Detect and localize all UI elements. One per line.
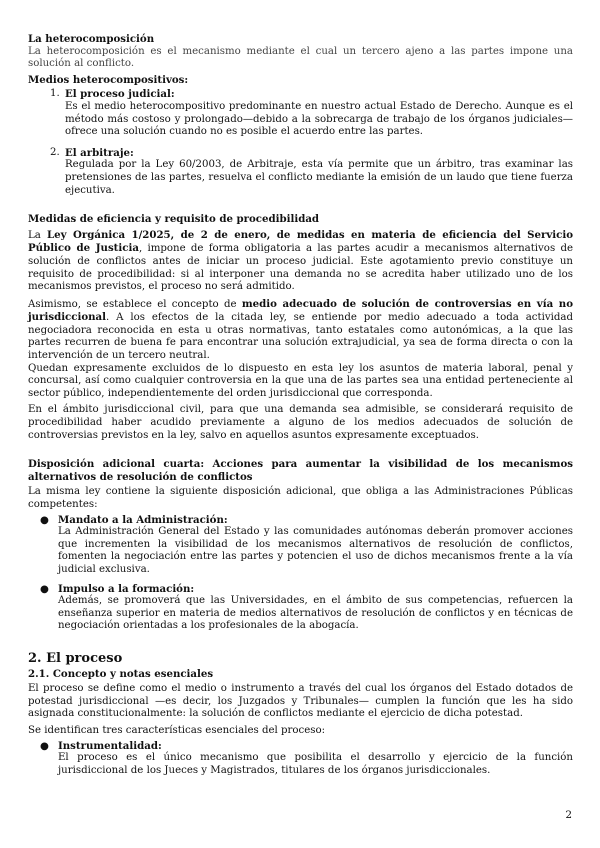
- document-page: [28, 33, 573, 783]
- bullet-icon: ●: [40, 739, 49, 752]
- disposicion-heading: Disposición adicional cuarta: Acciones para aumentar la visibilidad de los mecanismos alternativos de resolución de conflictos: [28, 458, 573, 483]
- proceso-subheading: 2.1. Concepto y notas esenciales: [28, 667, 214, 680]
- heterocomposicion-definition: La heterocomposición es el mecanismo mediante el cual un tercero ajeno a las partes impone una solución al conflicto.: [28, 45, 573, 70]
- proceso-paragraph-2: Se identifican tres características esenciales del proceso:: [28, 724, 326, 736]
- list-item-text: La Administración General del Estado y las comunidades autónomas deberán promover acciones que incrementen la visibilidad de los mecanismos alternativos de resolución de conflictos, fomenten la negociación entre las partes y potencien el uso de dichos mecanismos frente a la vía judicial exclusiva.: [58, 526, 573, 575]
- disposicion-intro: La misma ley contiene la siguiente disposición adicional, que obliga a las Administraciones Públicas competentes:: [28, 486, 573, 510]
- text-run: La: [28, 229, 47, 241]
- proceso-heading: 2. El proceso: [28, 650, 123, 666]
- list-item: [28, 583, 573, 633]
- page-number: 2: [565, 809, 572, 821]
- medidas-paragraph-2: [28, 298, 573, 363]
- list-item: [28, 88, 573, 138]
- list-number: 1.: [50, 88, 60, 100]
- medios-list: [28, 88, 573, 197]
- list-item: [28, 740, 573, 778]
- list-item-text: Es el medio heterocompositivo predominante en nuestro actual Estado de Derecho. Aunque es el método más costoso y prolongado—debido a la sobrecarga de trabajo de los órganos judiciales—ofrece una solución cuando no es posible el acuerdo entre las partes.: [65, 100, 573, 138]
- medidas-paragraph-4: En el ámbito jurisdiccional civil, para que una demanda sea admisible, se considerará requisito de procedibilidad haber acudido previamente a alguno de los medios adecuados de solución de controversias previstos en la ley, salvo en aquellos asuntos expresamente exceptuados.: [28, 404, 573, 441]
- list-item-text: El proceso es el único mecanismo que posibilita el desarrollo y ejercicio de la función jurisdiccional de los Jueces y Magistrados, titulares de los órganos jurisdiccionales.: [58, 752, 573, 776]
- ley-organica-reference: Ley Orgánica 1/2025, de 2 de enero, de medidas en materia de eficiencia del Servicio Público de Justicia: [28, 228, 574, 255]
- list-item-title: El proceso judicial:: [65, 88, 175, 101]
- bullet-icon: ●: [40, 582, 49, 595]
- medidas-heading: Medidas de eficiencia y requisito de procedibilidad: [28, 213, 320, 226]
- heterocomposicion-heading: La heterocomposición: [28, 33, 155, 45]
- list-item: [28, 514, 573, 577]
- medidas-paragraph-3: Quedan expresamente excluidos de lo dispuesto en esta ley los asuntos de materia laboral, penal y concursal, así como cualquier controversia en la que una de las partes sea una entidad perteneciente al sector público, independientemente del orden jurisdiccional que corresponda.: [28, 362, 573, 399]
- list-item-text: Además, se promoverá que las Universidades, en el ámbito de sus competencias, refuercen la enseñanza superior en materia de medios alternativos de resolución de conflictos y en técnicas de negociación orientadas a los profesionales de la abogacía.: [58, 595, 573, 632]
- medios-heading: Medios heterocompositivos:: [28, 73, 189, 86]
- proceso-list: [28, 740, 573, 778]
- text-run: Asimismo, se establece el concepto de: [28, 298, 242, 310]
- list-item-text: Regulada por la Ley 60/2003, de Arbitraje, esta vía permite que un árbitro, tras examinar las pretensiones de las partes, resuelva el conflicto mediante la emisión de un laudo que tiene fuerza ejecutiva.: [65, 159, 573, 196]
- list-item-title: Mandato a la Administración:: [58, 513, 228, 526]
- list-item-title: Impulso a la formación:: [58, 582, 195, 595]
- list-item-title: Instrumentalidad:: [58, 739, 162, 752]
- proceso-paragraph-1: El proceso se define como el medio o instrumento a través del cual los órganos del Estado dotados de potestad jurisdiccional —es decir, los Juzgados y Tribunales— cumplen la función que les ha sido asignada constitucionalmente: la solución de conflictos mediante el ejercicio de dicha potestad.: [28, 683, 573, 720]
- bullet-icon: ●: [40, 513, 49, 526]
- medio-adecuado-term: medio adecuado de solución de controversias en vía no jurisdiccional: [28, 297, 573, 324]
- list-item-title: El arbitraje:: [65, 146, 134, 159]
- list-item: [28, 147, 573, 197]
- list-number: 2.: [50, 146, 60, 158]
- text-run: . A los efectos de la citada ley, se entiende por medio adecuado a toda actividad negociadora reconocida en esta u otras normativas, tanto estatales como autonómicas, a la que las partes recurren de buena fe para encontrar una solución extrajudicial, ya sea de forma directa o con la intervención de un tercero neutral.: [28, 312, 573, 362]
- text-run: , impone de forma obligatoria a las partes acudir a mecanismos alternativos de solución de conflictos antes de iniciar un proceso judicial. Este agotamiento previo constituye un requisito de procedibilidad: si al interponer una demanda no se acredita haber utilizado uno de los mecanismos previstos, el proceso no será admitido.: [28, 243, 574, 293]
- medidas-paragraph-1: [28, 229, 573, 294]
- disposicion-list: [28, 514, 573, 633]
